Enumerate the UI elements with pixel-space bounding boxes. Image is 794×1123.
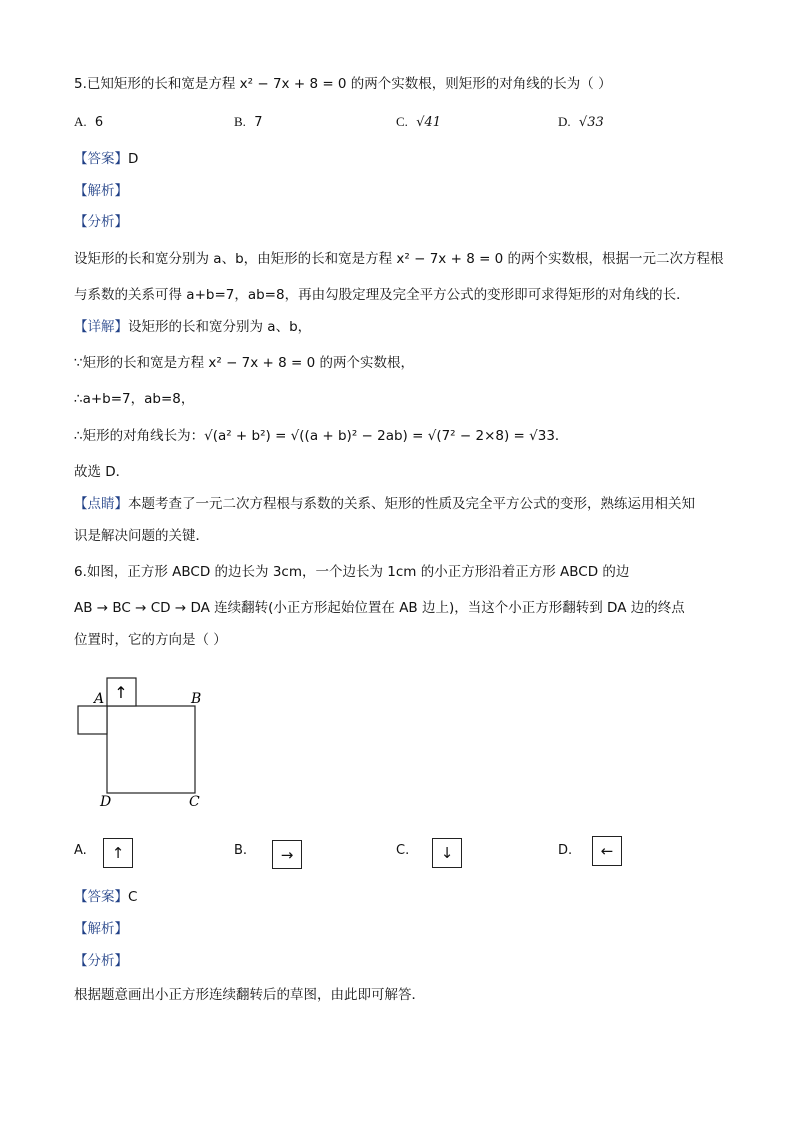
q5-xiangjie-line-2: ∵矩形的长和宽是方程 x² − 7x + 8 = 0 的两个实数根， — [74, 355, 415, 371]
small-square-left — [78, 706, 107, 734]
dianjing-text: 本题考查了一元二次方程根与系数的关系、矩形的性质及完全平方公式的变形，熟练运用相关知 — [128, 496, 695, 512]
q6-option-c-label: C. — [396, 843, 410, 858]
q6-answer-line — [74, 887, 137, 907]
q5-option-b — [234, 114, 262, 130]
q6-fenxi-line-1: 根据题意画出小正方形连续翻转后的草图，由此即可解答． — [74, 987, 425, 1003]
arrow-up-icon: ↑ — [103, 838, 133, 868]
square-figure-svg — [74, 672, 214, 812]
option-value: 6 — [94, 115, 104, 130]
answer-value: D — [128, 151, 139, 167]
q6-option-b-label: B. — [234, 843, 248, 858]
q5-fenxi-line-2: 与系数的关系可得 a+b=7，ab=8，再由勾股定理及完全平方公式的变形即可求得矩形的对角线的长． — [74, 287, 690, 303]
q5-stem: 5.已知矩形的长和宽是方程 x² − 7x + 8 = 0 的两个实数根，则矩形的对角线的长为（ ） — [74, 76, 612, 92]
q5-option-d — [558, 114, 604, 130]
q6-option-a-label: A. — [74, 843, 87, 858]
q5-jiexi-tag: 【解析】 — [74, 183, 128, 199]
q6-stem-line-3: 位置时，它的方向是（ ） — [74, 632, 227, 648]
q6-jiexi-tag: 【解析】 — [74, 921, 128, 937]
q5-xiangjie-line-3: ∴a+b=7，ab=8， — [74, 391, 195, 407]
q6-stem-line-2: AB → BC → CD → DA 连续翻转(小正方形起始位置在 AB 边上)，当这个小正方形翻转到 DA 边的终点 — [74, 600, 685, 616]
q5-conclusion: 故选 D． — [74, 464, 130, 480]
xiangjie-tag: 【详解】 — [74, 319, 128, 335]
big-square — [107, 706, 195, 793]
q5-option-c — [396, 114, 441, 130]
q5-fenxi-tag: 【分析】 — [74, 214, 128, 230]
q5-answer-line — [74, 149, 138, 169]
option-label: C. — [396, 114, 408, 129]
q6-option-d-label: D. — [558, 843, 573, 858]
q6-fenxi-tag: 【分析】 — [74, 953, 128, 969]
option-value: √33 — [578, 115, 604, 130]
dianjing-tag: 【点睛】 — [74, 496, 128, 512]
option-label: A. — [74, 114, 87, 129]
square-abcd-figure — [74, 672, 214, 812]
arrow-right-icon: → — [272, 840, 302, 869]
q5-xiangjie-line-1 — [74, 317, 311, 337]
q5-dianjing-line-1 — [74, 494, 695, 514]
arrow-down-icon: ↓ — [432, 838, 462, 868]
q6-stem-line-1: 6.如图，正方形 ABCD 的边长为 3cm，一个边长为 1cm 的小正方形沿着正方形 ABCD 的边 — [74, 564, 630, 580]
q5-option-a — [74, 114, 103, 130]
xiangjie-text: 设矩形的长和宽分别为 a、b， — [128, 319, 312, 335]
vertex-label-d: D — [100, 794, 112, 810]
option-value: √41 — [416, 115, 442, 130]
arrow-left-icon: ← — [592, 836, 622, 866]
option-label: D. — [558, 114, 571, 129]
answer-value: C — [128, 889, 138, 905]
q5-dianjing-line-2: 识是解决问题的关键． — [74, 528, 209, 544]
q5-fenxi-line-1: 设矩形的长和宽分别为 a、b，由矩形的长和宽是方程 x² − 7x + 8 = 0 的两个实数根，根据一元二次方程根 — [74, 251, 724, 267]
up-arrow-icon: ↑ — [114, 683, 128, 702]
answer-tag: 【答案】 — [74, 151, 128, 167]
option-label: B. — [234, 114, 246, 129]
vertex-label-b: B — [191, 691, 202, 707]
option-value: 7 — [254, 115, 263, 130]
vertex-label-a: A — [94, 691, 105, 707]
q5-xiangjie-line-4: ∴矩形的对角线长为：√(a² + b²) = √((a + b)² − 2ab) = √(7² − 2×8) = √33． — [74, 428, 569, 444]
vertex-label-c: C — [189, 794, 200, 810]
answer-tag: 【答案】 — [74, 889, 128, 905]
